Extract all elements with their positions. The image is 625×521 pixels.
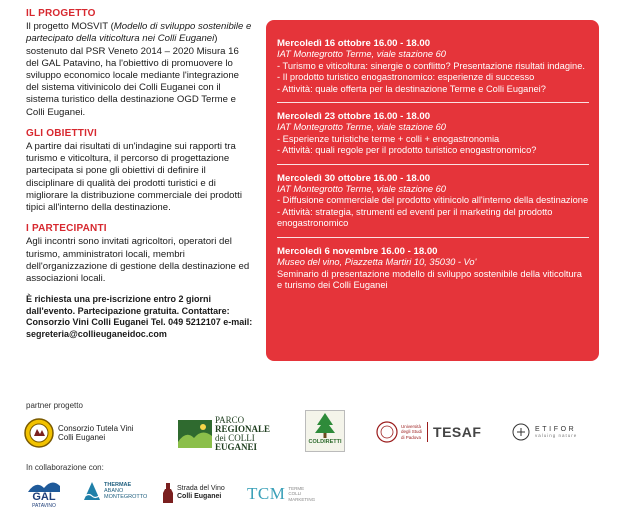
event-4 (277, 246, 589, 292)
tcm-sub-3: MARKETING (288, 496, 316, 502)
parco-name-1: PARCO (215, 415, 245, 425)
consorzio-logo (24, 418, 133, 448)
thermae-logo (82, 480, 147, 502)
obiettivi-title: GLI OBIETTIVI (26, 127, 97, 139)
event-item: - Il prodotto turistico enogastronomico: esperienze di successo (277, 72, 535, 83)
progetto-title: IL PROGETTO (26, 8, 96, 19)
event-3 (277, 173, 589, 230)
events-panel (266, 20, 599, 361)
event-item: - Attività: quali regole per il prodotto turistico enogastronomico? (277, 145, 537, 156)
parco-hills-icon (178, 420, 212, 448)
gal-sub: PATAVINO (32, 503, 56, 509)
registration-note: È richiesta una pre-iscrizione entro 2 giorni dall'evento. Partecipazione gratuita. Contattare: Consorzio Vini Colli Euganei Tel. 049 5212107 e-mail: segreteria@collieuganeidoc.com (26, 294, 253, 340)
unipd-divider (427, 422, 428, 442)
partecipanti-title: I PARTECIPANTI (26, 223, 107, 235)
unipd-name-1: Università (401, 423, 422, 429)
thermae-name-1: THERMAE (104, 481, 132, 488)
partner-label: partner progetto (26, 401, 83, 410)
divider (277, 164, 589, 165)
thermae-name-2: ABANO (104, 487, 124, 494)
divider (277, 102, 589, 103)
event-item: - Attività: quale offerta per la destinazione Terme e Colli Euganei? (277, 83, 546, 94)
etifor-logo (512, 423, 577, 441)
parco-logo (178, 416, 270, 452)
progetto-text (26, 21, 254, 119)
event-item: - Attività: strategia, strumenti ed eventi per il marketing del prodotto enogastronomico (277, 206, 553, 229)
tcm-name: TCM (247, 484, 286, 503)
event-item: - Esperienze turistiche terme + colli + enogastronomia (277, 133, 500, 144)
tcm-logo (247, 484, 315, 504)
strada-name-1: Strada del Vino (177, 484, 225, 492)
event-item: - Diffusione commerciale del prodotto vitinicolo all'interno della destinazione (277, 195, 589, 206)
coldiretti-tree-icon (311, 411, 339, 439)
event-date: Mercoledì 23 ottobre 16.00 - 18.00 (277, 111, 431, 123)
unipd-logo (376, 421, 481, 443)
obiettivi-text: A partire dai risultati di un'indagine sui rapporti tra turismo e viticoltura, il percorso di progettazione partecipata si pone gli obiettivi di definire il disciplinare di qualità dei prodotti turistici e di migliorare la distribuzione commerciale dei prodotti tipici all'interno della destinazione. (26, 141, 242, 214)
gal-logo (28, 478, 60, 509)
wine-bottle-icon (162, 483, 174, 503)
event-1 (277, 38, 589, 95)
event-place: IAT Montegrotto Terme, viale stazione 60 (277, 122, 446, 133)
etifor-tagline: valuing nature (535, 433, 578, 438)
unipd-seal-icon (376, 421, 398, 443)
progetto-text-prefix: Il progetto MOSVIT ( (26, 21, 114, 33)
coldiretti-name: COLDIRETTI (308, 439, 342, 445)
event-place: IAT Montegrotto Terme, viale stazione 60 (277, 184, 446, 195)
etifor-leaf-icon (512, 423, 530, 441)
collab-label: In collaborazione con: (26, 463, 104, 472)
consorzio-name-2: Colli Euganei (58, 433, 106, 442)
event-date: Mercoledì 16 ottobre 16.00 - 18.00 (277, 38, 431, 49)
thermae-name-3: MONTEGROTTO (104, 494, 148, 501)
strada-name-2: Colli Euganei (177, 493, 222, 500)
parco-name-3: dei COLLI (215, 433, 255, 443)
divider (277, 237, 589, 238)
parco-name-2: REGIONALE (215, 424, 271, 434)
consorzio-emblem-icon (24, 418, 54, 448)
event-item: Seminario di presentazione modello di sviluppo sostenibile della viticoltura e turismo dei Colli Euganei (277, 268, 582, 290)
unipd-name-3: di Padova (401, 434, 422, 440)
event-place: IAT Montegrotto Terme, viale stazione 60 (277, 49, 446, 60)
etifor-name: ETIFOR (535, 426, 577, 433)
tcm-sub-2: COLLI (288, 491, 302, 497)
coldiretti-logo (305, 410, 345, 452)
tcm-sub-1: TERME (288, 486, 305, 492)
thermae-wave-icon (82, 480, 102, 502)
event-date: Mercoledì 30 ottobre 16.00 - 18.00 (277, 172, 431, 184)
parco-name-4: EUGANEI (215, 442, 258, 452)
gal-name: GAL (32, 491, 56, 503)
event-date: Mercoledì 6 novembre 16.00 - 18.00 (277, 245, 438, 257)
event-item: - Turismo e viticoltura: sinergie o conflitto? Presentazione risultati indagine. (277, 60, 585, 71)
event-place: Museo del vino, Piazzetta Martiri 10, 35030 - Vo' (277, 257, 477, 268)
progetto-text-italic: Modello di sviluppo sostenibile e partecipato della viticoltura nei Colli Euganei (26, 21, 252, 45)
strada-logo (162, 483, 225, 503)
tesaf-name: TESAF (433, 424, 482, 440)
unipd-name-2: degli Studi (401, 429, 423, 435)
progetto-text-suffix: ) sostenuto dal PSR Veneto 2014 – 2020 Misura 16 del GAL Patavino, ha l'obiettivo di promuovere lo sviluppo economico locale mediante l'integrazione del sistema vitivinicolo dei Colli Euganei con il sistema turistico della destinazione OGD Terme e Colli Euganei. (26, 33, 240, 118)
gal-hills-icon (28, 478, 60, 492)
consorzio-name-1: Consorzio Tutela Vini (58, 423, 134, 433)
event-2 (277, 111, 589, 157)
left-column (26, 8, 254, 341)
partecipanti-text: Agli incontri sono invitati agricoltori, operatori del turismo, amministratori locali, membri dell'organizzazione di gestione della destinazione ed associazioni locali. (26, 236, 250, 285)
